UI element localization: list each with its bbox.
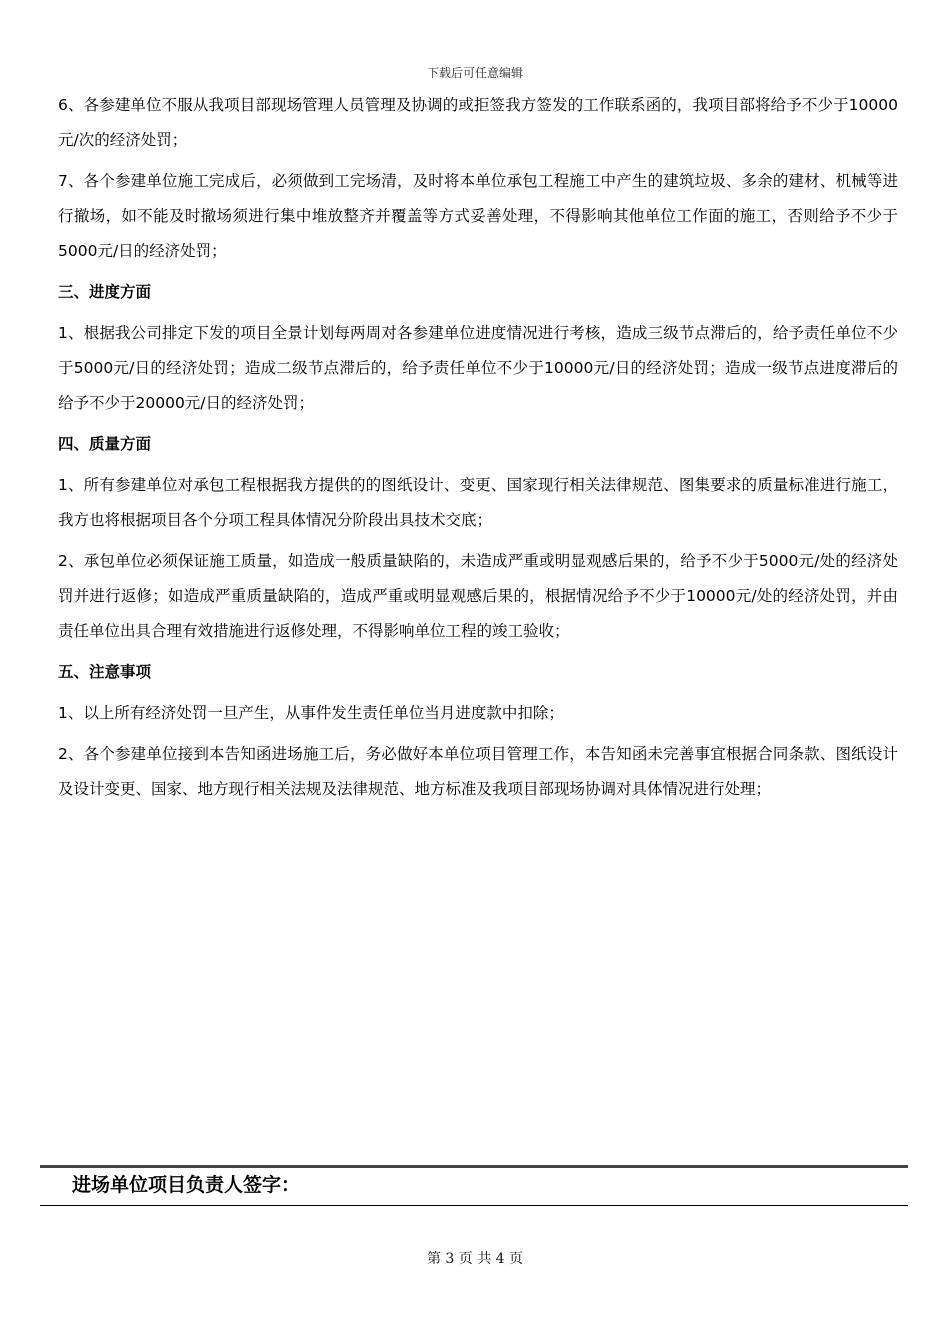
paragraph-6: 6、各参建单位不服从我项目部现场管理人员管理及协调的或拒签我方签发的工作联系函的，我项目部将给予不少于10000元/次的经济处罚；: [58, 96, 898, 149]
notes-paragraph-2: 2、各个参建单位接到本告知函进场施工后，务必做好本单位项目管理工作，本告知函未完善事宜根据合同条款、图纸设计及设计变更、国家、地方现行相关法规及法律规范、地方标准及我项目部现场协调对具体情况进行处理；: [58, 745, 898, 798]
page-number: 第 3 页 共 4 页: [426, 1251, 524, 1267]
signature-block: [40, 1165, 908, 1205]
signature-top-rule: [40, 1165, 908, 1168]
progress-paragraph-1: 1、根据我公司排定下发的项目全景计划每两周对各参建单位进度情况进行考核，造成三级节点滞后的，给予责任单位不少于5000元/日的经济处罚；造成二级节点滞后的，给予责任单位不少于10000元/日的经济处罚；造成一级节点进度滞后的给予不少于20000元/日的经济处罚；: [58, 324, 898, 412]
quality-paragraph-1: 1、所有参建单位对承包工程根据我方提供的的图纸设计、变更、国家现行相关法律规范、图集要求的质量标准进行施工，我方也将根据项目各个分项工程具体情况分阶段出具技术交底；: [58, 476, 898, 529]
signature-label: 进场单位项目负责人签字：: [72, 1174, 301, 1196]
section-heading-progress: 三、进度方面: [58, 283, 152, 301]
section-heading-quality: 四、质量方面: [58, 435, 152, 453]
section-heading-notes: 五、注意事项: [58, 663, 152, 681]
header-note: 下载后可任意编辑: [426, 66, 523, 80]
signature-bottom-rule: [40, 1205, 908, 1206]
quality-paragraph-2: 2、承包单位必须保证施工质量，如造成一般质量缺陷的，未造成严重或明显观感后果的，给予不少于5000元/处的经济处罚并进行返修；如造成严重质量缺陷的，造成严重或明显观感后果的，根据情况给予不少于10000元/处的经济处罚，并由责任单位出具合理有效措施进行返修处理，不得影响单位工程的竣工验收；: [58, 552, 898, 640]
document-body: [58, 88, 898, 813]
paragraph-7: 7、各个参建单位施工完成后，必须做到工完场清，及时将本单位承包工程施工中产生的建筑垃圾、多余的建材、机械等进行撤场，如不能及时撤场须进行集中堆放整齐并覆盖等方式妥善处理，不得影响其他单位工作面的施工，否则给予不少于5000元/日的经济处罚；: [58, 172, 898, 260]
notes-paragraph-1: 1、以上所有经济处罚一旦产生，从事件发生责任单位当月进度款中扣除；: [58, 704, 564, 722]
